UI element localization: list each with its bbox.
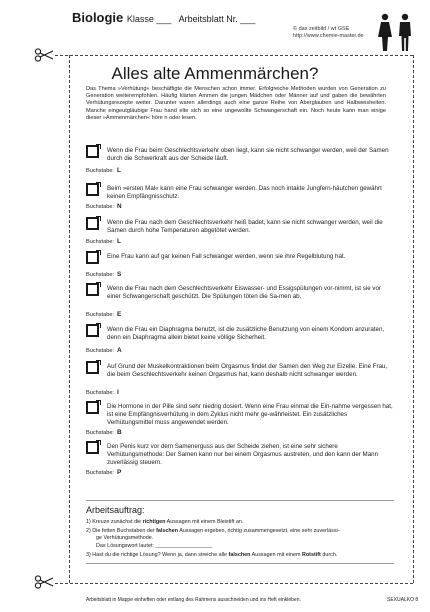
- letter-label: Buchstabe:: [86, 312, 114, 318]
- statement-checkbox[interactable]: [86, 145, 99, 158]
- letter-row: [86, 347, 122, 354]
- cut-line-left: [69, 55, 70, 583]
- statement-text: Wenn die Frau nach dem Geschlechtsverkehr Eiswasser- und Essigspülungen vor-nimmt, ist sie vor einer Schwangerschaft geschützt. Die Spülungen töten die Sa-men ab.: [107, 285, 381, 300]
- statement-checkbox[interactable]: [86, 251, 99, 264]
- task-text: Aussagen ergeben, richtig zusammengesetzt, eine sehr zuverlässi-: [178, 528, 340, 534]
- scissors-icon: [34, 48, 54, 62]
- letter-label: Buchstabe:: [86, 239, 114, 245]
- letter-label: Buchstabe:: [86, 470, 114, 476]
- klasse-label: Klasse ___: [126, 14, 172, 24]
- letter-label: Buchstabe:: [86, 430, 114, 436]
- statement-text: Beim »ersten Mal« kann eine Frau schwanger werden. Das noch intakte Jungfern-häutchen gewährt keinen Empfängnisschutz.: [107, 185, 382, 200]
- statement-letter: N: [117, 203, 122, 210]
- scissors-icon: [34, 575, 54, 589]
- letter-label: Buchstabe:: [86, 272, 114, 278]
- statement-checkbox[interactable]: [86, 441, 99, 454]
- credit: [293, 26, 364, 40]
- letter-row: [86, 389, 119, 396]
- task-step-2: [86, 528, 386, 535]
- footer-note: Arbeitsblatt in Mappe einheften oder entlang des Rahmens ausschneiden und ins Heft einkleben.: [86, 597, 301, 603]
- task-emphasis: falschen: [228, 552, 251, 558]
- letter-row: [86, 271, 121, 278]
- statement-text: Die Hormone in der Pille sind sehr niedrig dosiert. Wenn eine Frau einmal die Ein-nahme vergessen hat, ist eine Empfängnisverhütung in dem Zyklus nicht mehr ge-währleistet. Ein zusätzliches Verhütungsmittel muss angewendet werden.: [107, 403, 393, 426]
- task-emphasis: falschen: [156, 528, 178, 534]
- statement-checkbox[interactable]: [86, 217, 99, 230]
- statement-checkbox[interactable]: [86, 361, 99, 374]
- solution-line: Das Lösungswort lautet: ___________________: [96, 543, 213, 549]
- statement-checkbox[interactable]: [86, 183, 99, 196]
- divider: [86, 500, 394, 501]
- footer-code: SEXUALKO 8: [387, 597, 419, 603]
- task-step-1: [86, 519, 386, 526]
- letter-row: [86, 238, 121, 245]
- cut-line-right: [413, 55, 414, 583]
- letter-row: [86, 167, 121, 174]
- divider: [86, 563, 394, 564]
- letter-row: [86, 203, 122, 210]
- task-emphasis: Rotstift: [301, 552, 321, 558]
- statement-letter: A: [117, 347, 122, 354]
- statement-text: Wenn die Frau beim Geschlechtsverkehr oben liegt, kann sie nicht schwanger werden, weil der Samen durch die Schwerkraft aus der Scheide läuft.: [107, 147, 389, 162]
- cut-line-top: [55, 55, 413, 56]
- page-title: Alles alte Ammenmärchen?: [111, 64, 319, 83]
- letter-label: Buchstabe:: [86, 204, 114, 210]
- arbeitsblatt-label: Arbeitsblatt Nr. ___: [178, 14, 256, 24]
- statement-text: Wenn die Frau nach dem Geschlechtsverkehr heiß badet, kann sie nicht schwanger werden, weil die Samen durch hohe Temperaturen abgetötet werden.: [107, 219, 383, 234]
- statement-checkbox[interactable]: [86, 324, 99, 337]
- letter-label: Buchstabe:: [86, 168, 114, 174]
- credit-line-2: http://www.chemie-master.de: [293, 33, 364, 39]
- statement-letter: E: [117, 311, 122, 318]
- task-text: 2) Die fetten Buchstaben der: [86, 528, 157, 534]
- task-text: 3) Hast du die richtige Lösung? Wenn ja, dann streiche alle: [86, 552, 229, 558]
- intro-paragraph: Das Thema »Verhütung« beschäftigte die Menschen schon immer. Erfolgreiche Methoden wurden von Generation zu Generation weiterempfohlen. Häufig klärten Ammen die jungen Mädchen oder Männer auf und gaben die bewährten Verhütungsrezepte weiter. Darunter waren allerdings auch eine ganze Reihe von Aberglauben und Halbweisheiten. Manche eingeutgläubige Frau hand elte sich so eine ungewollte Schwangerschaft ein. Noch heute kann man einige dieser »Ammenmärchen« höre n oder lesen.: [86, 86, 386, 121]
- statement-letter: L: [117, 238, 121, 245]
- letter-row: [86, 469, 121, 476]
- woman-man-pictogram-icon: [374, 13, 416, 53]
- letter-row: [86, 429, 122, 436]
- cut-line-bottom: [55, 583, 413, 584]
- worksheet-header: [0, 0, 430, 62]
- statement-letter: S: [117, 271, 122, 278]
- statement-letter: I: [117, 389, 119, 396]
- task-text: Aussagen mit einem: [250, 552, 302, 558]
- statement-text: Den Penis kurz vor dem Samenerguss aus der Scheide ziehen, ist eine sehr sichere Verhütungsmethode: Der Samen kann nur bei einem Orgasmus austreten, und den kann der Mann zuverlässig steuern.: [107, 443, 379, 466]
- statement-letter: L: [117, 167, 121, 174]
- statement-letter: P: [117, 469, 122, 476]
- header-title: [72, 10, 255, 25]
- task-text: durch.: [320, 552, 338, 558]
- letter-label: Buchstabe:: [86, 390, 114, 396]
- subject-label: Biologie: [72, 10, 124, 25]
- task-step-3: [86, 552, 386, 559]
- statement-text: Eine Frau kann auf gar keinen Fall schwanger werden, wenn sie ihre Regelblutung hat.: [107, 253, 346, 260]
- letter-row: [86, 311, 121, 318]
- statement-checkbox[interactable]: [86, 283, 99, 296]
- task-step-2-cont: ge Verhütungsmethode.: [96, 535, 154, 541]
- statement-checkbox[interactable]: [86, 401, 99, 414]
- task-emphasis: richtigen: [142, 519, 166, 525]
- statement-letter: B: [117, 429, 122, 436]
- task-text: 1) Kreuze zunächst die: [86, 519, 143, 525]
- task-title: Arbeitsauftrag:: [86, 505, 145, 515]
- task-text: Aussagen mit einem Bleistift an.: [165, 519, 244, 525]
- statement-text: Wenn die Frau ein Diaphragma benutzt, ist die zusätzliche Benutzung von einem Kondom anzuraten, denn ein Diaphragma allein bietet keine völlige Sicherheit.: [107, 326, 385, 341]
- letter-label: Buchstabe:: [86, 348, 114, 354]
- statement-text: Auf Grund der Muskelkontraktionen beim Orgasmus findet der Samen den Weg zur Eizelle. Eine Frau, die beim Geschlechtsverkehr keinen Orgasmus hat, kann deshalb nicht schwanger werden.: [107, 363, 388, 378]
- credit-line-1: © das zeitbild / wt GSE: [293, 26, 350, 32]
